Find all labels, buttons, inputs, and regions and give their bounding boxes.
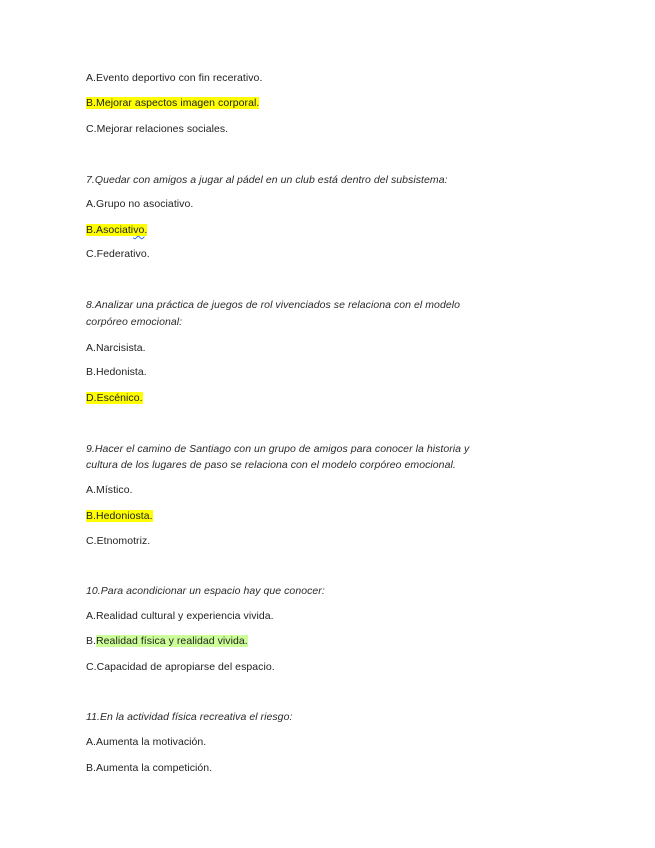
q8-option-a: A.Narcisista. [86,342,146,354]
q8-question-line-2: corpóreo emocional: [86,316,183,328]
q7-question: 7.Quedar con amigos a jugar al pádel en un club está dentro del subsistema: [86,174,448,186]
q10-option-b-answer [86,634,248,648]
q11-question: 11.En la actividad física recreativa el riesgo: [86,711,293,723]
highlighted-answer: B.Mejorar aspectos imagen corporal. [86,97,260,109]
q6-option-c: C.Mejorar relaciones sociales. [86,123,229,135]
q9-option-b-answer [86,509,153,523]
q11-option-b: B.Aumenta la competición. [86,762,213,774]
q10-question: 10.Para acondicionar un espacio hay que conocer: [86,585,325,597]
q9-option-c: C.Etnomotriz. [86,535,151,547]
highlighted-answer: B.Hedoniosta. [86,510,153,522]
q9-question-line-1: 9.Hacer el camino de Santiago con un grupo de amigos para conocer la historia y [86,443,470,455]
q7-option-c: C.Federativo. [86,248,150,260]
q6-option-a: A.Evento deportivo con fin recerativo. [86,72,263,84]
spellcheck-underline: vo [133,224,145,236]
highlighted-answer: Realidad física y realidad vivida. [96,635,248,647]
q10-option-c: C.Capacidad de apropiarse del espacio. [86,661,275,673]
highlighted-answer [86,224,147,236]
q7-option-a: A.Grupo no asociativo. [86,198,194,210]
highlighted-answer: D.Escénico. [86,392,143,404]
q11-option-a: A.Aumenta la motivación. [86,736,207,748]
q6-option-b-answer [86,96,259,110]
q7-option-b-period: . [144,224,148,236]
q10-option-b-prefix: B. [86,635,97,647]
q7-option-b-text: B.Asociati [86,224,134,236]
q9-question-line-2: cultura de los lugares de paso se relaciona con el modelo corpóreo emocional. [86,459,456,471]
q10-option-a: A.Realidad cultural y experiencia vivida. [86,610,274,622]
q9-option-a: A.Místico. [86,484,133,496]
q7-option-b-answer [86,223,147,237]
q8-option-b: B.Hedonista. [86,366,147,378]
q8-question-line-1: 8.Analizar una práctica de juegos de rol vivenciados se relaciona con el modelo [86,299,461,311]
q8-option-d-answer [86,391,143,405]
